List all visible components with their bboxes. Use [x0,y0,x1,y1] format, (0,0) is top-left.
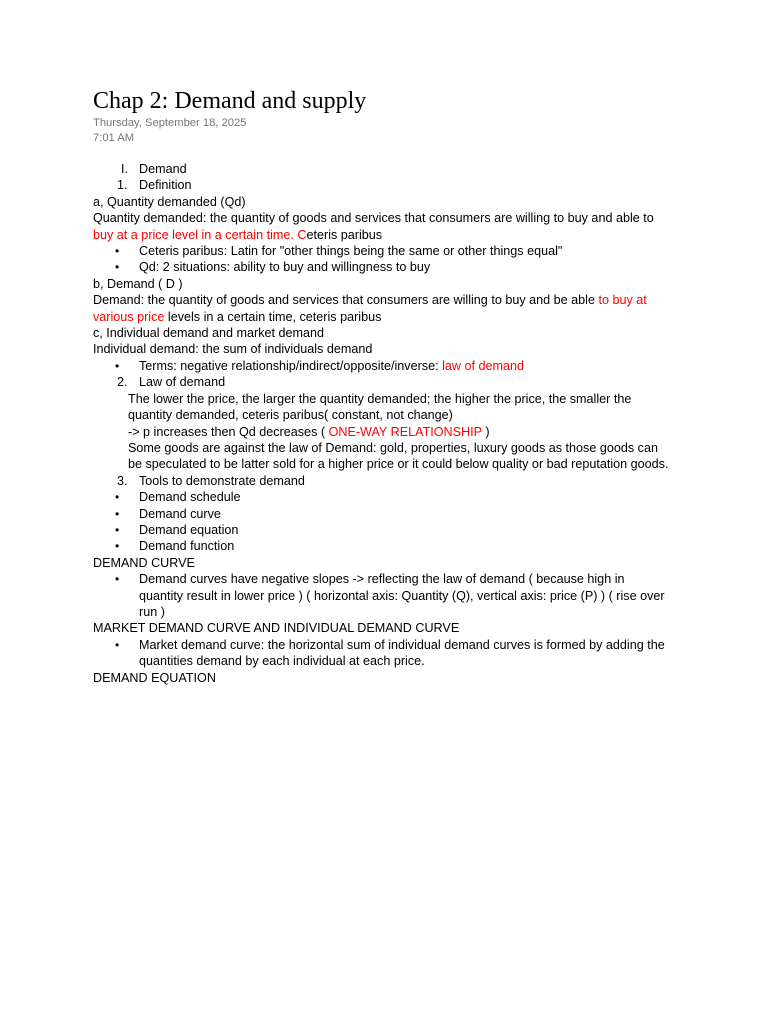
note-metadata [93,116,672,146]
list-marker: 3. [117,473,128,488]
list-item: • Market demand curve: the horizontal sum of individual demand curves is formed by adding the quantities demand by each individual at each price. [93,637,672,670]
list-item: • Demand equation [93,522,672,538]
list-item: • Demand curve [93,506,672,522]
highlight-text: to buy at various price [93,293,647,324]
heading-demand-equation: DEMAND EQUATION [93,670,216,685]
list-item [93,473,672,489]
heading-market-demand-curve: MARKET DEMAND CURVE AND INDIVIDUAL DEMAND CURVE [93,621,460,636]
subheading-tools: Tools to demonstrate demand [139,473,305,488]
bullet-icon: • [115,506,120,521]
section-heading-demand: Demand [139,162,187,176]
list-marker: I. [121,162,128,176]
paragraph-demand-definition: Demand: the quantity of goods and services that consumers are willing to buy and be able to buy at various price levels in a certain time, ceteris paribus [93,293,647,324]
list-item [93,177,672,193]
list-item: • Terms: negative relationship/indirect/opposite/inverse: law of demand [93,358,672,374]
list-item: • Demand curves have negative slopes -> reflecting the law of demand ( because high in quantity result in lower price ) ( horizontal axis: Quantity (Q), vertical axis: price (P) ) ( rise over run ) [93,571,672,620]
bullet-icon: • [115,539,120,554]
bullet-icon: • [115,637,120,652]
bullet-icon: • [115,522,120,537]
bullet-icon: • [115,490,120,505]
heading-individual-market-demand: c, Individual demand and market demand [93,326,325,341]
bullet-icon: • [115,260,120,275]
paragraph-individual-demand: Individual demand: the sum of individuals demand [93,342,373,357]
paragraph-qd-definition: Quantity demanded: the quantity of goods and services that consumers are willing to buy and able to buy at a price level in a certain time. Ceteris paribus [93,211,654,242]
paragraph-one-way: -> p increases then Qd decreases ( ONE-WAY RELATIONSHIP ) [128,424,490,439]
highlight-text: buy at a price level in a certain time. C [93,227,307,242]
page-title: Chap 2: Demand and supply [93,88,367,114]
list-item: • Demand function [93,538,672,554]
list-item: • Demand schedule [93,489,672,505]
highlight-text: law of demand [442,358,525,373]
paragraph-law: The lower the price, the larger the quantity demanded; the higher the price, the smaller the quantity demanded, ceteris paribus( constant, not change) [128,391,632,423]
list-marker: 1. [117,178,128,193]
list-item: • Ceteris paribus: Latin for "other things being the same or other things equal" [93,243,672,259]
bullet-icon: • [115,572,120,587]
list-marker: 2. [117,375,128,390]
paragraph-exceptions: Some goods are against the law of Demand: gold, properties, luxury goods as those goods can be speculated to be latter sold for a higher price or it could below quality or bad reputation goods. [128,440,669,472]
bullet-icon: • [115,358,120,373]
note-time: 7:01 AM [93,132,135,144]
heading-demand-curve: DEMAND CURVE [93,555,195,570]
subheading-definition: Definition [139,178,192,193]
note-date: Thursday, September 18, 2025 [93,117,247,129]
highlight-text: ONE-WAY RELATIONSHIP [328,424,482,439]
list-item [93,161,672,177]
subheading-law-of-demand: Law of demand [139,375,226,390]
heading-quantity-demanded: a, Quantity demanded (Qd) [93,194,246,209]
list-item [93,374,672,390]
bullet-icon: • [115,244,120,259]
heading-demand: b, Demand ( D ) [93,276,183,291]
law-of-demand-block [93,391,672,473]
list-item: • Qd: 2 situations: ability to buy and willingness to buy [93,259,672,275]
